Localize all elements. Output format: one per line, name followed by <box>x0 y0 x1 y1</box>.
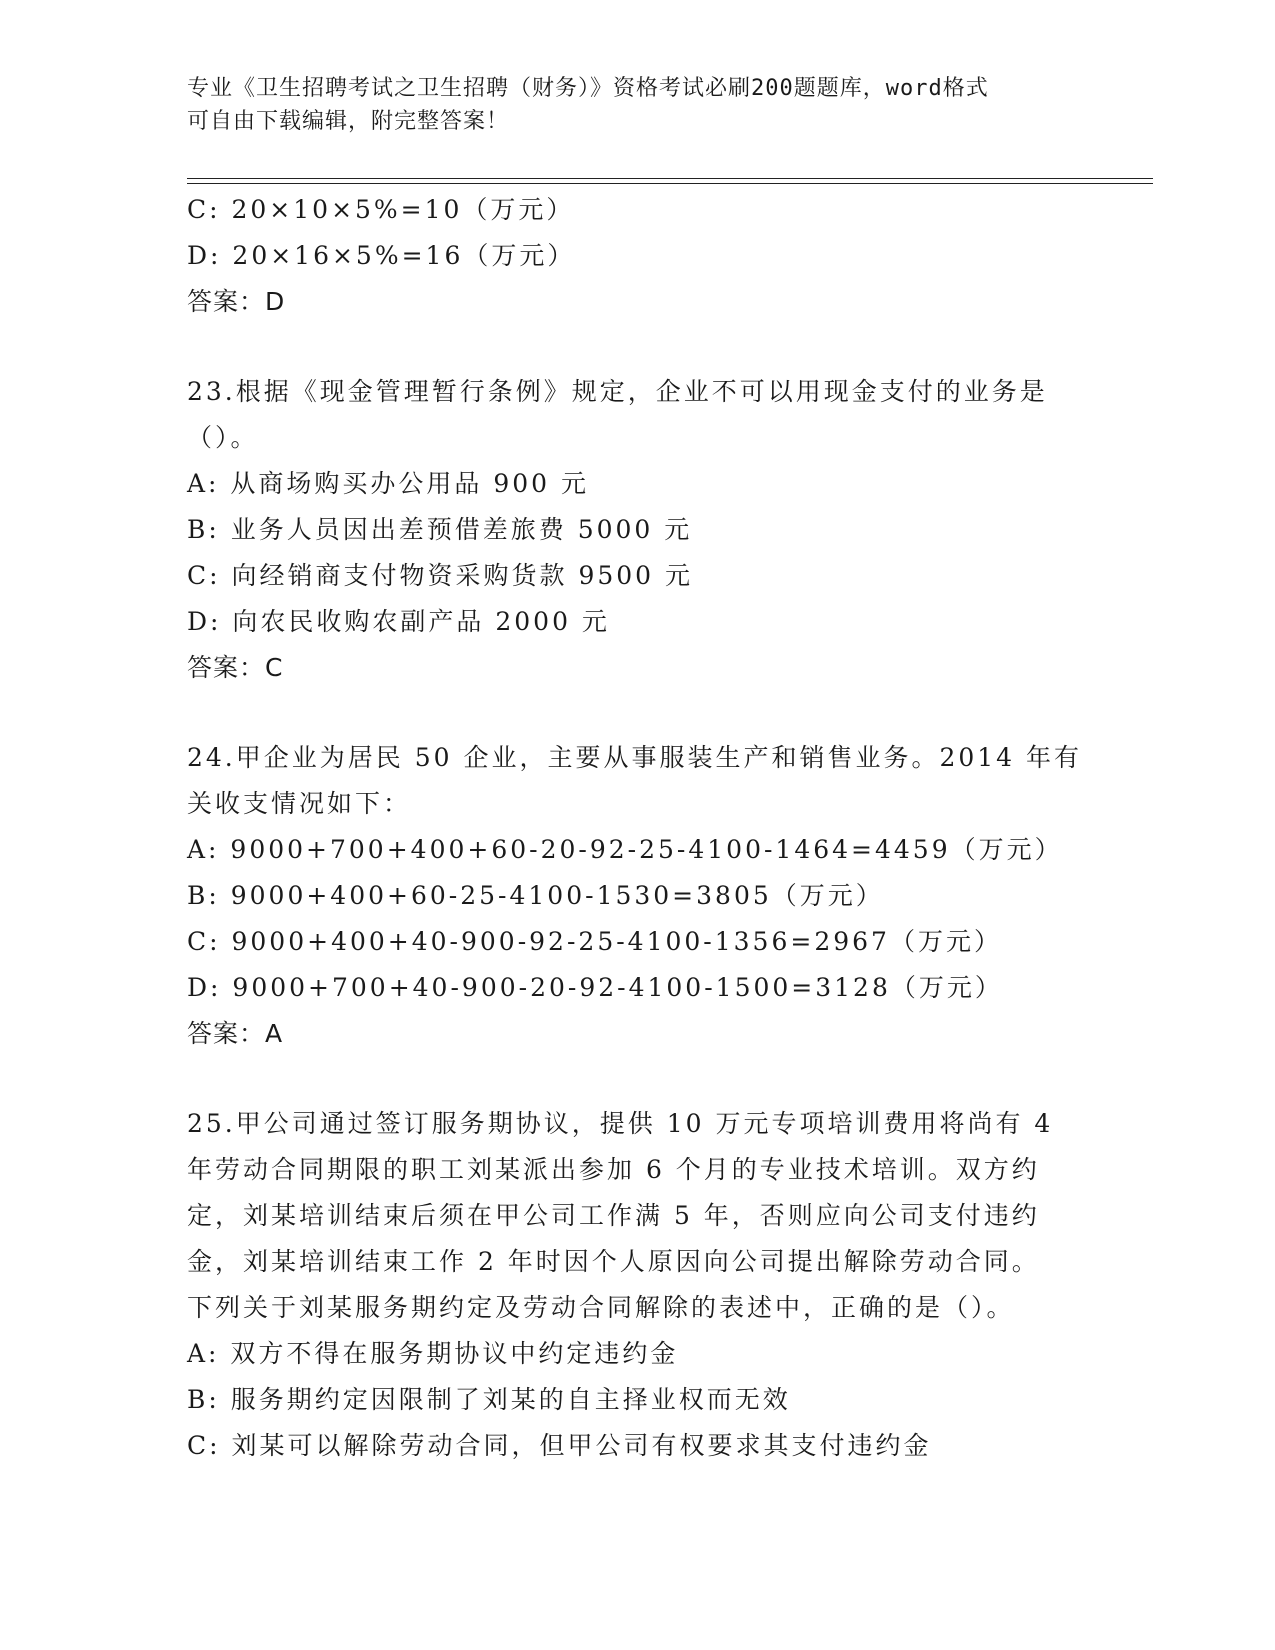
question-22-tail <box>187 187 1087 325</box>
stem-line: （）。 <box>187 423 259 452</box>
option-c: C: 刘某可以解除劳动合同，但甲公司有权要求其支付违约金 <box>187 1431 932 1460</box>
stem-line: 23.根据《现金管理暂行条例》规定，企业不可以用现金支付的业务是 <box>187 377 1048 406</box>
option-c: C: 向经销商支付物资采购货款 9500 元 <box>187 561 694 590</box>
document-header <box>187 72 1067 138</box>
stem-line: 定，刘某培训结束后须在甲公司工作满 5 年，否则应向公司支付违约 <box>187 1201 1040 1230</box>
option-c: C: 9000+400+40-900-92-25-4100-1356=2967（万元） <box>187 927 1002 956</box>
option-a: A: 从商场购买办公用品 900 元 <box>187 469 590 498</box>
question-24 <box>187 735 1087 1057</box>
question-stem <box>187 1101 1087 1331</box>
header-line-2: 可自由下载编辑，附完整答案！ <box>187 109 510 134</box>
option-d: D: 向农民收购农副产品 2000 元 <box>187 607 610 636</box>
question-stem <box>187 735 1087 827</box>
option-b: B: 业务人员因出差预借差旅费 5000 元 <box>187 515 693 544</box>
stem-line: 关收支情况如下： <box>187 789 412 818</box>
header-divider <box>187 178 1153 184</box>
answer-label: 答案：A <box>187 1019 284 1048</box>
option-a: A: 双方不得在服务期协议中约定违约金 <box>187 1339 679 1368</box>
question-23 <box>187 369 1087 691</box>
option-d: D: 20×16×5%=16（万元） <box>187 241 576 270</box>
spacer <box>187 1057 1087 1101</box>
spacer <box>187 325 1087 369</box>
question-25 <box>187 1101 1087 1469</box>
stem-line: 金，刘某培训结束工作 2 年时因个人原因向公司提出解除劳动合同。 <box>187 1247 1040 1276</box>
option-a: A: 9000+700+400+60-20-92-25-4100-1464=4459（万元） <box>187 835 1063 864</box>
option-d: D: 9000+700+40-900-20-92-4100-1500=3128（万元） <box>187 973 1003 1002</box>
stem-line: 25.甲公司通过签订服务期协议，提供 10 万元专项培训费用将尚有 4 <box>187 1109 1054 1138</box>
option-b: B: 服务期约定因限制了刘某的自主择业权而无效 <box>187 1385 791 1414</box>
stem-line: 24.甲企业为居民 50 企业，主要从事服装生产和销售业务。2014 年有 <box>187 743 1083 772</box>
header-line-1: 专业《卫生招聘考试之卫生招聘（财务）》资格考试必刷200题题库，word格式 <box>187 76 989 101</box>
stem-line: 下列关于刘某服务期约定及劳动合同解除的表述中，正确的是（）。 <box>187 1293 1015 1322</box>
option-b: B: 9000+400+60-25-4100-1530=3805（万元） <box>187 881 884 910</box>
spacer <box>187 691 1087 735</box>
document-body <box>187 187 1087 1469</box>
answer-label: 答案：C <box>187 653 284 682</box>
answer-label: 答案：D <box>187 287 286 316</box>
question-stem <box>187 369 1087 461</box>
stem-line: 年劳动合同期限的职工刘某派出参加 6 个月的专业技术培训。双方约 <box>187 1155 1040 1184</box>
option-c: C: 20×10×5%=10（万元） <box>187 195 575 224</box>
